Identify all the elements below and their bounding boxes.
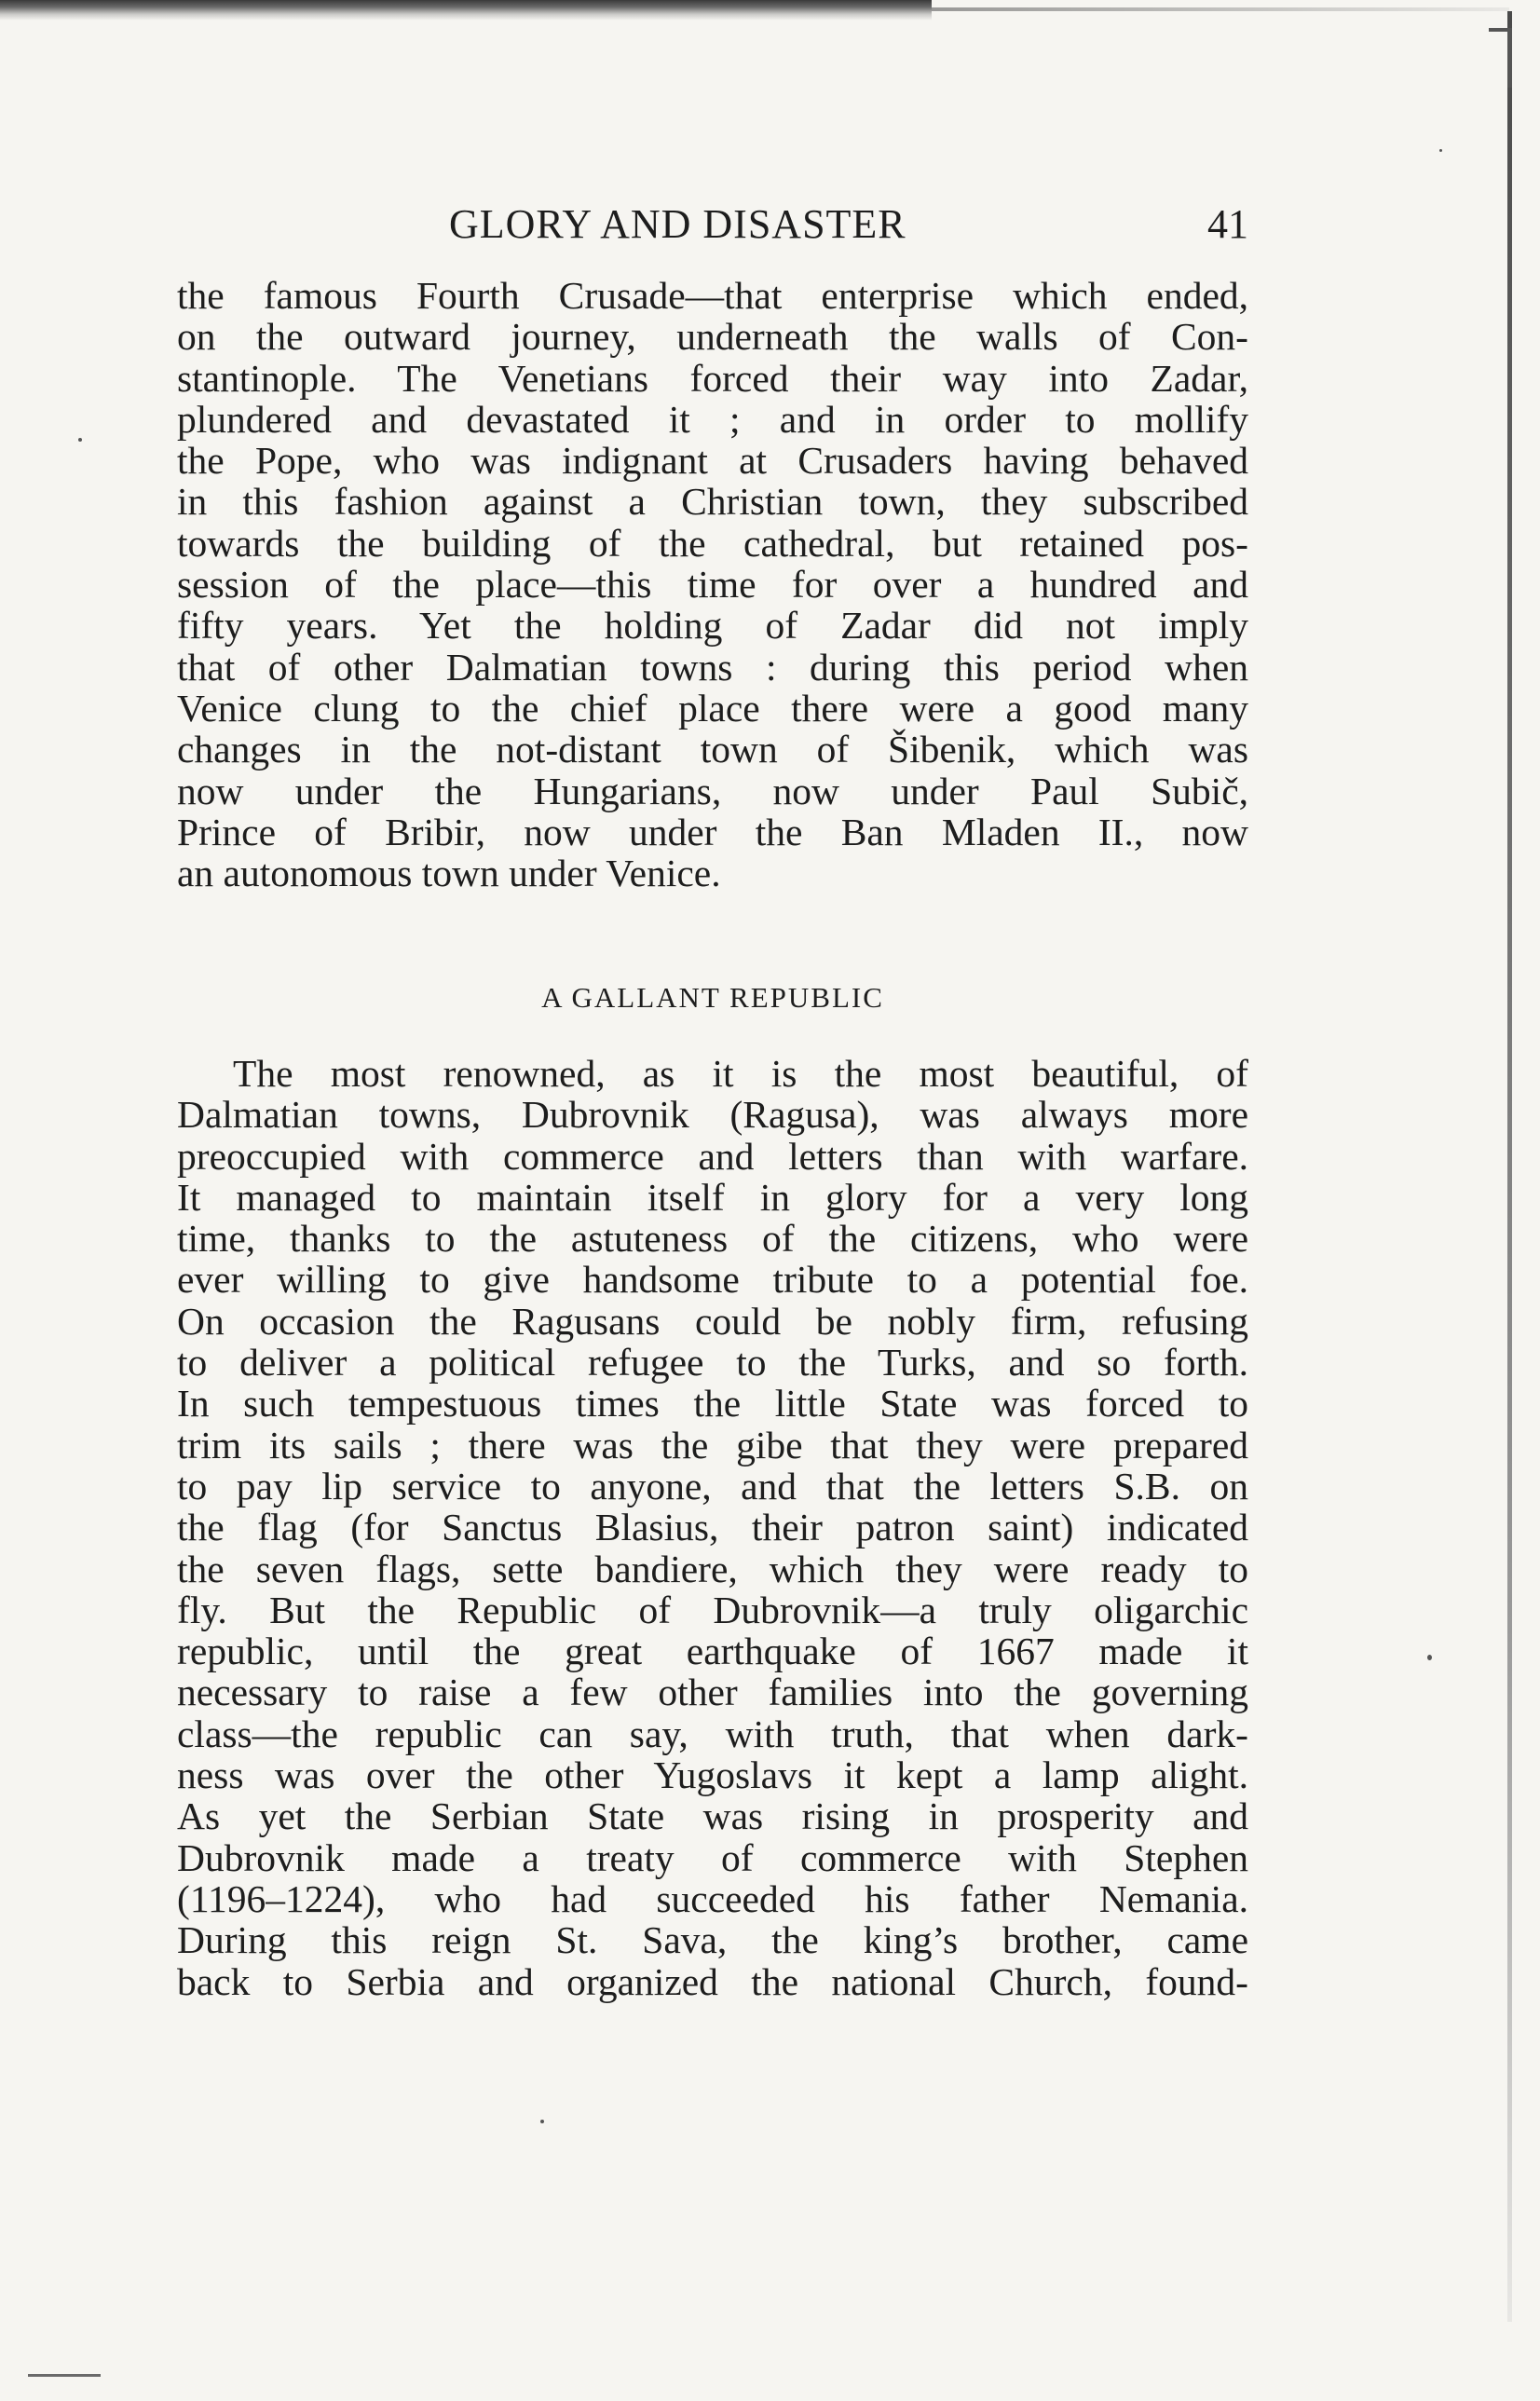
text-line: to pay lip service to anyone, and that the letters S.B. on xyxy=(177,1464,1248,1507)
scan-mark-bottom xyxy=(28,2374,101,2377)
page-number: 41 xyxy=(1207,201,1248,247)
paragraph-1 xyxy=(177,275,1248,894)
running-title: GLORY AND DISASTER xyxy=(449,201,906,247)
text-line: The most renowned, as it is the most beautiful, of xyxy=(233,1052,1248,1095)
text-line: time, thanks to the astuteness of the citizens, who were xyxy=(177,1217,1248,1261)
text-line: ever willing to give handsome tribute to a potential foe. xyxy=(177,1258,1248,1302)
text-line: Dubrovnik made a treaty of commerce with Stephen xyxy=(177,1835,1248,1879)
text-line: the flag (for Sanctus Blasius, their patron saint) indicated xyxy=(177,1506,1248,1549)
text-line: During this reign St. Sava, the king’s brother, came xyxy=(177,1918,1248,1962)
text-line: an autonomous town under Venice. xyxy=(177,852,721,895)
speck xyxy=(540,2120,544,2123)
text-line: changes in the not-distant town of Šibenik, which was xyxy=(177,728,1248,771)
text-line: now under the Hungarians, now under Paul Subič, xyxy=(177,769,1248,812)
text-line: (1196–1224), who had succeeded his father Nemania. xyxy=(177,1876,1248,1920)
paragraph-2 xyxy=(177,1053,1248,2002)
text-line: the seven flags, sette bandiere, which they were ready to xyxy=(177,1547,1248,1590)
text-line: republic, until the great earthquake of 1667 made it xyxy=(177,1630,1248,1673)
text-line: the Pope, who was indignant at Crusaders having behaved xyxy=(177,439,1248,483)
text-line: plundered and devastated it ; and in order to mollify xyxy=(177,397,1248,441)
scan-edge-top xyxy=(0,0,932,20)
page-header xyxy=(177,200,1248,256)
scan-edge-right xyxy=(1507,11,1512,2322)
text-line: ness was over the other Yugoslavs it kept a lamp alight. xyxy=(177,1753,1248,1797)
text-line: back to Serbia and organized the national Church, found- xyxy=(177,1959,1248,2003)
text-line: to deliver a political refugee to the Turks, and so forth. xyxy=(177,1341,1248,1385)
text-line: It managed to maintain itself in glory for a very long xyxy=(177,1175,1248,1219)
text-line: the famous Fourth Crusade—that enterprise which ended, xyxy=(177,274,1248,317)
text-line: In such tempestuous times the little State was forced to xyxy=(177,1382,1248,1426)
text-line: necessary to raise a few other families into the governing xyxy=(177,1671,1248,1714)
text-line: fifty years. Yet the holding of Zadar did not imply xyxy=(177,604,1248,648)
text-line: in this fashion against a Christian town, they subscribed xyxy=(177,480,1248,524)
text-line: towards the building of the cathedral, but retained pos- xyxy=(177,521,1248,565)
text-line: fly. But the Republic of Dubrovnik—a truly oligarchic xyxy=(177,1588,1248,1631)
text-line: that of other Dalmatian towns : during this period when xyxy=(177,645,1248,689)
speck xyxy=(1439,149,1442,152)
text-line: class—the republic can say, with truth, that when dark- xyxy=(177,1712,1248,1755)
scan-edge-top-faint xyxy=(932,7,1509,11)
text-line: on the outward journey, underneath the walls of Con- xyxy=(177,315,1248,359)
text-line: On occasion the Ragusans could be nobly firm, refusing xyxy=(177,1299,1248,1343)
text-line: As yet the Serbian State was rising in prosperity and xyxy=(177,1794,1248,1838)
text-line: stantinople. The Venetians forced their way into Zadar, xyxy=(177,356,1248,400)
speck xyxy=(1427,1655,1432,1660)
section-heading: A GALLANT REPUBLIC xyxy=(541,981,884,1014)
scan-corner xyxy=(1489,28,1512,88)
text-line: session of the place—this time for over a hundred and xyxy=(177,563,1248,607)
text-line: preoccupied with commerce and letters than with warfare. xyxy=(177,1134,1248,1178)
text-line: Prince of Bribir, now under the Ban Mladen II., now xyxy=(177,810,1248,853)
text-line: trim its sails ; there was the gibe that they were prepared xyxy=(177,1423,1248,1467)
speck xyxy=(78,438,82,442)
text-line: Dalmatian towns, Dubrovnik (Ragusa), was always more xyxy=(177,1093,1248,1137)
text-line: Venice clung to the chief place there were a good many xyxy=(177,686,1248,730)
